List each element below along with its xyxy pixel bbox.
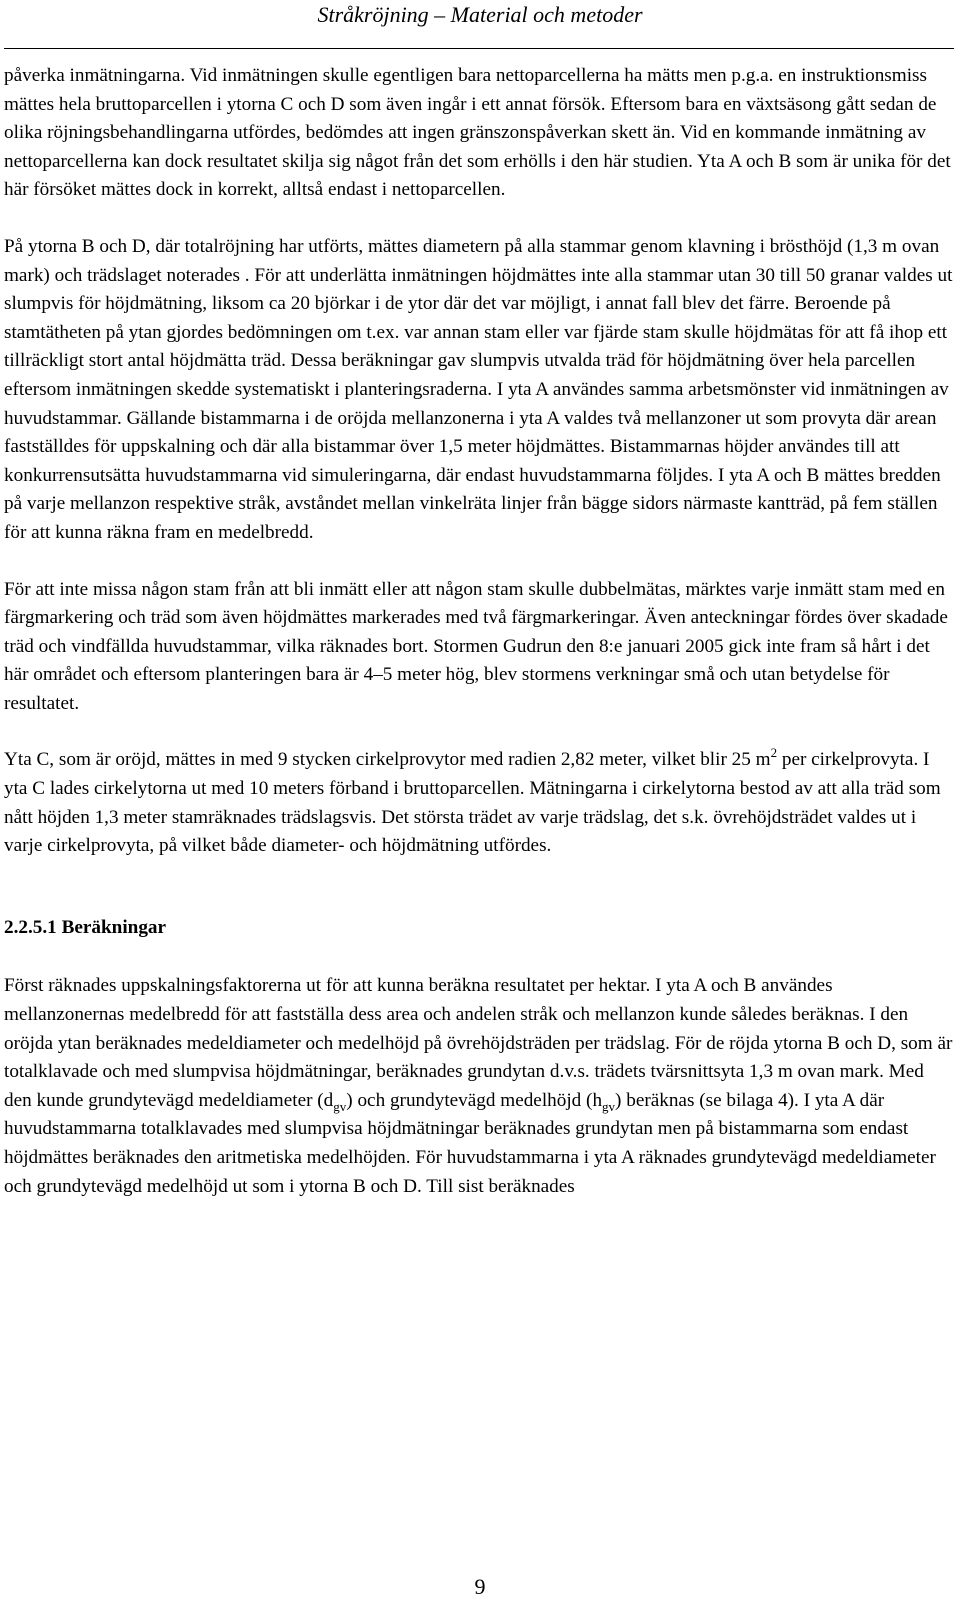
superscript-squared: 2 <box>770 745 778 761</box>
paragraph-3: För att inte missa någon stam från att bli inmätt eller att någon stam skulle dubbelmätas, märktes varje inmätt stam med en färgmarkering och träd som även höjdmättes markerades med två färgmarkeringar. Även anteckningar fördes över skadade träd och vindfällda huvudstammar, vilka räknades bort. Stormen Gudrun den 8:e januari 2005 gick inte fram så hårt i det här området och eftersom planteringen bara är 4–5 meter hög, blev stormens verkningar små och utan betydelse för resultatet. <box>4 578 948 714</box>
paragraph-5-part-a: Först räknades uppskalningsfaktorerna ut för att kunna beräkna resultatet per hektar. I yta A och B användes mellanzonernas medelbredd för att fastställa dess area och andelen stråk och mellanzon kunde således beräknas. I den oröjda ytan beräknades medeldiameter och medelhöjd på övrehöjdsträden per trädslag. För de röjda ytorna B och D, som är totalklavade och med slumpvisa höjdmätningar, beräknades grundytan d.v.s. trädets tvärsnittsyta 1,3 m ovan mark. Med den kunde grundytevägd medeldiameter (d <box>4 975 953 1111</box>
paragraph-4 <box>4 746 956 860</box>
paragraph-4-part-b: per cirkelprovyta. I yta C lades cirkelytorna ut med 10 meters förband i bruttoparcellen. Mätningarna i cirkelytorna bestod av att alla träd som nått höjden 1,3 meter stamräknades trädslagsvis. Det största trädet av varje trädslag, det s.k. övrehöjdsträdet valdes ut i varje cirkelprovyta, på vilket både diameter- och höjdmätning utfördes. <box>4 749 941 857</box>
spacer <box>4 718 956 746</box>
paragraph-2: På ytorna B och D, där totalröjning har utförts, mättes diametern på alla stammar genom klavning i brösthöjd (1,3 m ovan mark) och trädslaget noterades . För att underlätta inmätningen höjdmättes inte alla stammar utan 30 till 50 granar valdes ut slumpvis för höjdmätning, liksom ca 20 björkar i de ytor där det var möjligt, i annat fall blev det färre. Beroende på stamtätheten på ytan gjordes bedömningen om t.ex. var annan stam eller var fjärde stam skulle höjdmätas för att få ihop ett tillräckligt stort antal höjdmätta träd. Dessa beräkningar gav slumpvis utvalda träd för höjdmätning över hela parcellen eftersom inmätningen skedde systematiskt i planteringsraderna. I yta A användes samma arbetsmönster vid inmätningen av huvudstammar. Gällande bistammarna i de oröjda mellanzonerna i yta A valdes två mellanzoner ut som provyta där arean fastställdes för uppskalning och där alla bistammar över 1,5 meter höjdmättes. Bistammarnas höjder användes till att konkurrensutsätta huvudstammarna vid simuleringarna, där endast huvudstammarna följdes. I yta A och B mättes bredden på varje mellanzon respektive stråk, avståndet mellan vinkelräta linjer från bägge sidors närmaste kantträd, på fem ställen för att kunna räkna fram en medelbredd. <box>4 235 953 543</box>
paragraph-5 <box>4 972 956 1201</box>
spacer <box>4 548 956 576</box>
spacer <box>4 942 956 972</box>
subscript-gv-2: gv <box>602 1098 616 1114</box>
document-body <box>4 62 956 1201</box>
page-number: 9 <box>474 1574 486 1599</box>
spacer <box>4 205 956 233</box>
paragraph-5-part-b: ) och grundytevägd medelhöjd (h <box>346 1089 603 1111</box>
spacer <box>4 861 956 914</box>
section-heading: 2.2.5.1 Beräkningar <box>4 916 167 938</box>
header-rule <box>4 48 954 49</box>
running-header: Stråkröjning – Material och metoder <box>317 2 643 27</box>
paragraph-1: påverka inmätningarna. Vid inmätningen skulle egentligen bara nettoparcellerna ha mätts men p.g.a. en instruktionsmiss mättes hela bruttoparcellen i ytorna C och D som även ingår i ett annat försök. Eftersom bara en växtsäsong gått sedan de olika röjningsbehandlingarna utfördes, bedömdes att ingen gränszonspåverkan skett än. Vid en kommande inmätning av nettoparcellerna kan dock resultatet skilja sig något från det som erhölls i den här studien. Yta A och B som är unika för det här försöket mättes dock in korrekt, alltså endast i nettoparcellen. <box>4 65 951 201</box>
subscript-gv-1: gv <box>333 1098 347 1114</box>
paragraph-5-part-c: ) beräknas (se bilaga 4). I yta A där huvudstammarna totalklavades med slumpvisa höjdmätningar beräknades grundytan men på bistammarna som endast höjdmättes beräknades den aritmetiska medelhöjden. För huvudstammarna i yta A räknades grundytevägd medeldiameter och grundytevägd medelhöjd ut som i ytorna B och D. Till sist beräknades <box>4 1089 936 1197</box>
paragraph-4-part-a: Yta C, som är oröjd, mättes in med 9 stycken cirkelprovytor med radien 2,82 meter, vilket blir 25 m <box>4 749 771 771</box>
